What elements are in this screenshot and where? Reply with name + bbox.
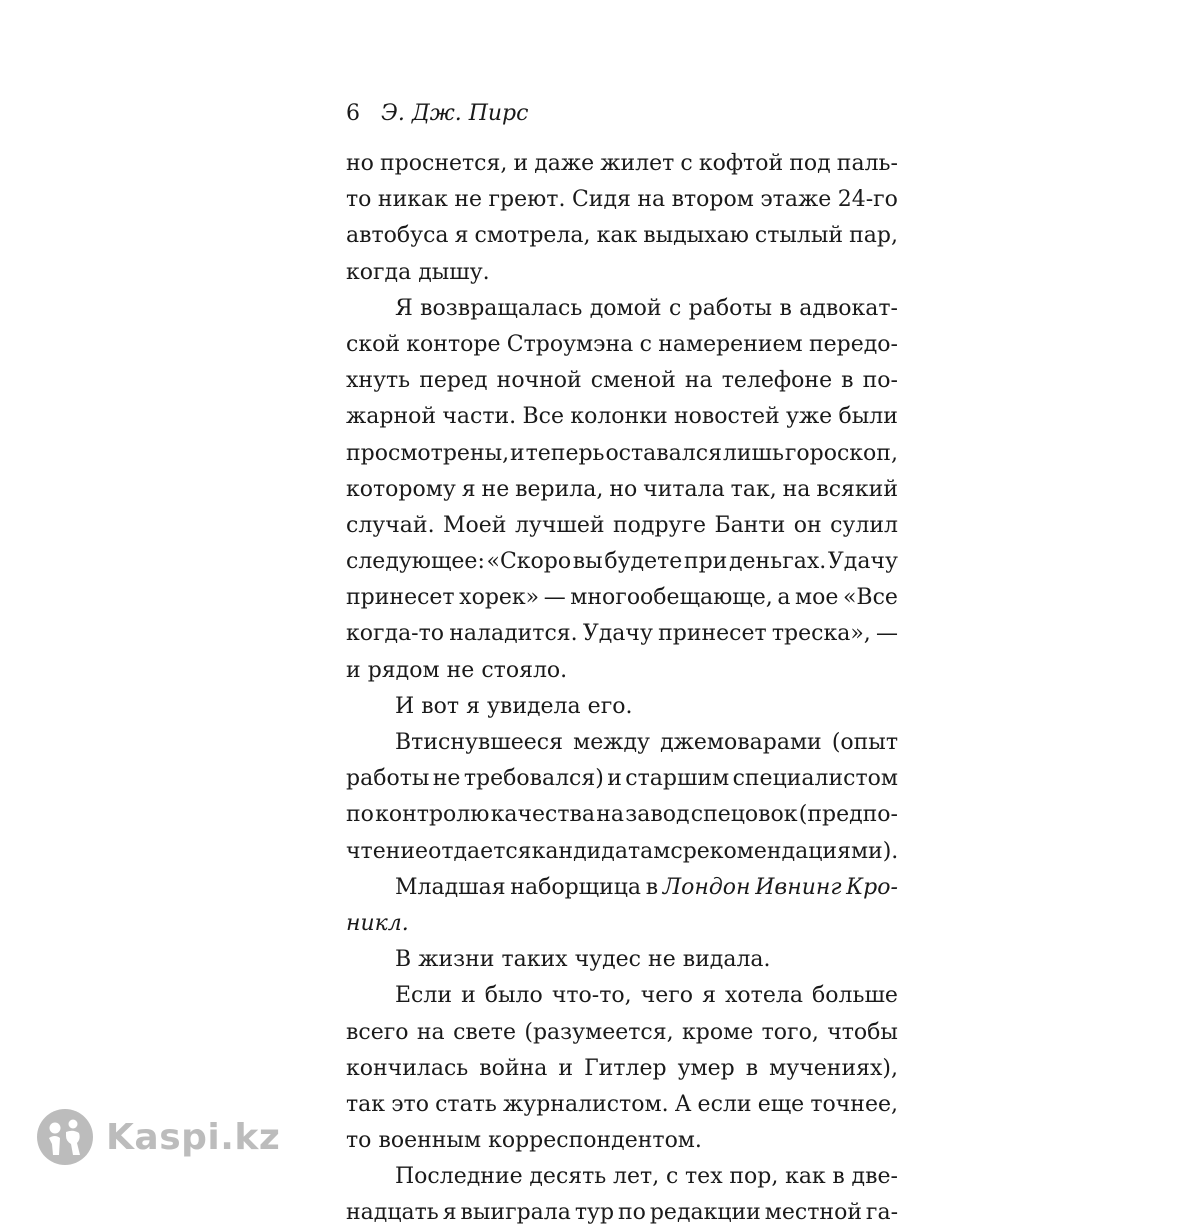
word: А bbox=[674, 1091, 692, 1117]
word: таких bbox=[501, 947, 568, 973]
word: местной bbox=[764, 1200, 862, 1226]
word: лишь bbox=[722, 440, 784, 466]
word: чтение bbox=[346, 838, 429, 864]
word: никак bbox=[377, 187, 448, 213]
word: когда bbox=[346, 259, 412, 285]
watermark bbox=[36, 1108, 280, 1166]
text-line bbox=[346, 472, 898, 508]
word: случай. bbox=[346, 512, 435, 538]
word: надцать bbox=[346, 1200, 439, 1226]
watermark-text: Kaspi.kz bbox=[106, 1116, 281, 1158]
word: конторе bbox=[406, 331, 501, 357]
word: ской bbox=[346, 331, 400, 357]
word: его. bbox=[587, 693, 633, 719]
word: и bbox=[513, 151, 529, 176]
word: лет, bbox=[613, 1164, 660, 1190]
body-text bbox=[346, 146, 898, 1232]
word: Последние bbox=[395, 1164, 523, 1190]
word: если bbox=[697, 1091, 752, 1117]
word: чтобы bbox=[827, 1019, 898, 1045]
word: на bbox=[596, 802, 625, 828]
word: И bbox=[395, 693, 415, 719]
word: просмотрены, bbox=[346, 440, 510, 466]
text-line bbox=[346, 1087, 898, 1123]
text-line bbox=[346, 327, 898, 363]
word: Ивнинг bbox=[755, 874, 842, 900]
text-line bbox=[346, 508, 898, 544]
text-line bbox=[346, 1051, 898, 1087]
word: наладится. bbox=[449, 621, 578, 647]
word: я bbox=[702, 983, 716, 1009]
word: уже bbox=[786, 404, 833, 430]
page-number: 6 bbox=[346, 101, 360, 126]
word: редакции bbox=[649, 1200, 761, 1226]
word: смотрела, bbox=[474, 223, 591, 249]
word: читала bbox=[643, 476, 725, 502]
word: всего bbox=[346, 1019, 409, 1045]
word: ночной bbox=[496, 368, 582, 394]
word: адвокат- bbox=[799, 295, 898, 321]
word: с bbox=[665, 1164, 679, 1190]
word: рекомендациями). bbox=[682, 838, 899, 864]
word: кандидатам bbox=[531, 838, 671, 864]
text-line bbox=[346, 291, 898, 327]
word: многообещающе, bbox=[570, 585, 773, 611]
word: точнее, bbox=[810, 1091, 898, 1117]
word: старшим bbox=[625, 766, 730, 792]
text-line bbox=[346, 146, 898, 182]
word: кроме bbox=[682, 1019, 754, 1045]
text-line bbox=[346, 1123, 898, 1159]
word: по bbox=[346, 802, 374, 828]
word: по bbox=[617, 1200, 646, 1226]
text-line bbox=[346, 218, 898, 254]
text-line bbox=[346, 942, 898, 978]
word: перед bbox=[419, 368, 488, 394]
word: Кро- bbox=[846, 874, 898, 900]
word: не bbox=[454, 187, 483, 213]
word: части. bbox=[442, 404, 517, 430]
word: но bbox=[346, 151, 374, 176]
word: мучениях), bbox=[769, 1055, 898, 1081]
word: когда-то bbox=[346, 621, 445, 647]
word: Банти bbox=[714, 512, 786, 538]
word: Втиснувшееся bbox=[395, 730, 564, 755]
word: никл. bbox=[346, 910, 409, 936]
word: джемоварами bbox=[660, 730, 822, 755]
word: он bbox=[793, 512, 822, 538]
word: лучшей bbox=[514, 512, 605, 538]
word: при bbox=[683, 549, 728, 575]
word: рядом bbox=[367, 657, 440, 683]
word: и bbox=[461, 983, 476, 1009]
word: так bbox=[346, 1091, 386, 1117]
word: десять bbox=[529, 1164, 607, 1190]
word: подруге bbox=[613, 512, 707, 538]
word: не bbox=[446, 657, 475, 683]
word: паль- bbox=[836, 151, 898, 176]
word: хорек» bbox=[459, 585, 540, 611]
word: и bbox=[558, 1055, 574, 1081]
text-line bbox=[346, 580, 898, 616]
word: намерением bbox=[658, 331, 803, 357]
word: теперь bbox=[525, 440, 605, 466]
word: а bbox=[777, 585, 791, 611]
word: Сидя bbox=[571, 187, 631, 213]
word: принесет bbox=[346, 585, 455, 611]
word: будете bbox=[604, 549, 683, 575]
word: отдается bbox=[428, 838, 532, 864]
word: по- bbox=[862, 368, 898, 394]
word: втором bbox=[671, 187, 754, 213]
text-line bbox=[346, 761, 898, 797]
word: на bbox=[684, 368, 713, 394]
word: сулил bbox=[830, 512, 898, 538]
word: которому bbox=[346, 476, 456, 502]
word: вот bbox=[421, 693, 460, 719]
word: тех bbox=[685, 1164, 723, 1190]
word: то bbox=[346, 1128, 372, 1154]
word: Гитлер bbox=[584, 1055, 667, 1081]
word: пор, bbox=[729, 1164, 779, 1190]
word: — bbox=[875, 621, 898, 647]
word: возвращалась bbox=[420, 295, 583, 321]
word: Моей bbox=[443, 512, 507, 538]
word: Удачу bbox=[827, 549, 898, 575]
word: с bbox=[668, 295, 682, 321]
text-line bbox=[346, 399, 898, 435]
word: принесет bbox=[658, 621, 767, 647]
kaspi-logo-icon bbox=[36, 1108, 94, 1166]
word: хотела bbox=[725, 983, 803, 1009]
word: требовался) bbox=[463, 766, 604, 792]
word: то bbox=[346, 187, 372, 213]
word: вы bbox=[572, 549, 603, 575]
text-line bbox=[346, 797, 898, 833]
text-line bbox=[346, 870, 898, 906]
text-line bbox=[346, 725, 898, 761]
word: всякий bbox=[816, 476, 898, 502]
word: (предпо- bbox=[798, 802, 898, 828]
word: контролю bbox=[375, 802, 490, 828]
word: в bbox=[841, 368, 854, 394]
word: жизни bbox=[418, 947, 495, 973]
word: стать bbox=[435, 1091, 497, 1117]
word: пар, bbox=[849, 223, 898, 249]
word: не bbox=[432, 766, 461, 792]
word: тур bbox=[574, 1200, 615, 1226]
word: телефоне bbox=[721, 368, 833, 394]
word: журналистом. bbox=[503, 1091, 669, 1117]
word: Все bbox=[522, 404, 564, 430]
word: как bbox=[785, 1164, 826, 1190]
word: что-то, bbox=[551, 983, 632, 1009]
word: новостей bbox=[673, 404, 780, 430]
word: видала. bbox=[682, 947, 771, 973]
word: 24-го bbox=[837, 187, 898, 213]
word: деньгах. bbox=[728, 549, 827, 575]
running-head-author: Э. Дж. Пирс bbox=[381, 101, 529, 126]
word: треска», bbox=[771, 621, 871, 647]
word: жарной bbox=[346, 404, 437, 430]
word: в bbox=[645, 874, 659, 900]
text-line bbox=[346, 653, 898, 689]
word: свете bbox=[453, 1019, 516, 1045]
word: было bbox=[484, 983, 543, 1009]
word: проснется, bbox=[380, 151, 508, 176]
word: спецовок bbox=[690, 802, 798, 828]
word: с bbox=[639, 331, 652, 357]
word: «Все bbox=[842, 585, 898, 611]
text-line bbox=[346, 544, 898, 580]
word: Лондон bbox=[662, 874, 751, 900]
word: сменой bbox=[590, 368, 676, 394]
word: чего bbox=[640, 983, 694, 1009]
word: не bbox=[648, 947, 676, 973]
word: гороскоп, bbox=[784, 440, 898, 466]
word: даже bbox=[534, 151, 595, 176]
word: колонки bbox=[570, 404, 668, 430]
word: с bbox=[670, 838, 683, 864]
word: в bbox=[745, 1055, 759, 1081]
word: и bbox=[607, 766, 622, 792]
word: качества bbox=[490, 802, 596, 828]
word: завод bbox=[625, 802, 690, 828]
word: работы bbox=[346, 766, 430, 792]
word: жилет bbox=[600, 151, 675, 176]
word: (разумеется, bbox=[524, 1019, 674, 1045]
word: га- bbox=[865, 1200, 898, 1226]
word: передо- bbox=[808, 331, 898, 357]
word: чудес bbox=[574, 947, 641, 973]
word: корреспондентом. bbox=[488, 1128, 702, 1154]
word: работы bbox=[688, 295, 773, 321]
word: я bbox=[466, 693, 480, 719]
word: этаже bbox=[760, 187, 832, 213]
word: специалистом bbox=[732, 766, 898, 792]
word: две- bbox=[851, 1164, 898, 1190]
word: Удачу bbox=[582, 621, 653, 647]
word: в bbox=[779, 295, 792, 321]
text-line bbox=[346, 255, 898, 291]
word: были bbox=[838, 404, 898, 430]
text-line bbox=[346, 1159, 898, 1195]
word: Младшая bbox=[395, 874, 506, 900]
word: я bbox=[461, 476, 476, 502]
word: больше bbox=[812, 983, 898, 1009]
word: умер bbox=[677, 1055, 735, 1081]
word: (опыт bbox=[831, 730, 898, 755]
word: В bbox=[395, 947, 412, 973]
word: война bbox=[479, 1055, 548, 1081]
word: — bbox=[543, 585, 566, 611]
word: увидела bbox=[486, 693, 581, 719]
text-line bbox=[346, 363, 898, 399]
word: греют. bbox=[488, 187, 566, 213]
word: Если bbox=[395, 983, 453, 1009]
word: кофтой bbox=[698, 151, 784, 176]
word: военным bbox=[378, 1128, 482, 1154]
word: верила, bbox=[515, 476, 604, 502]
word: я bbox=[454, 223, 469, 249]
word: мое bbox=[795, 585, 839, 611]
word: Я bbox=[395, 295, 413, 321]
word: в bbox=[832, 1164, 845, 1190]
word: на bbox=[637, 187, 666, 213]
word: еще bbox=[757, 1091, 805, 1117]
word: как bbox=[596, 223, 638, 249]
word: на bbox=[416, 1019, 445, 1045]
word: автобуса bbox=[346, 223, 449, 249]
text-line bbox=[346, 689, 898, 725]
text-line bbox=[346, 906, 898, 942]
word: оставался bbox=[605, 440, 722, 466]
word: на bbox=[782, 476, 811, 502]
word: домой bbox=[589, 295, 662, 321]
word: с bbox=[680, 151, 693, 176]
word: и bbox=[510, 440, 525, 466]
word: и bbox=[346, 657, 361, 683]
text-line bbox=[346, 834, 898, 870]
word: выдыхаю bbox=[643, 223, 749, 249]
text-line bbox=[346, 1195, 898, 1231]
text-line bbox=[346, 616, 898, 652]
word: под bbox=[789, 151, 831, 176]
word: я bbox=[442, 1200, 457, 1226]
word: дышу. bbox=[418, 259, 490, 285]
word: «Скоро bbox=[486, 549, 572, 575]
word: это bbox=[391, 1091, 429, 1117]
word: не bbox=[481, 476, 510, 502]
word: следующее: bbox=[346, 549, 485, 575]
word: Строумэна bbox=[506, 331, 634, 357]
text-line bbox=[346, 978, 898, 1014]
text-line bbox=[346, 436, 898, 472]
word: того, bbox=[761, 1019, 819, 1045]
word: выиграла bbox=[460, 1200, 571, 1226]
running-head bbox=[346, 101, 528, 126]
word: стылый bbox=[754, 223, 844, 249]
word: стояло. bbox=[481, 657, 568, 683]
word: так, bbox=[730, 476, 777, 502]
word: между bbox=[573, 730, 650, 755]
word: но bbox=[609, 476, 638, 502]
word: хнуть bbox=[346, 368, 411, 394]
word: наборщица bbox=[510, 874, 642, 900]
text-line bbox=[346, 1015, 898, 1051]
text-line bbox=[346, 182, 898, 218]
word: кончилась bbox=[346, 1055, 469, 1081]
